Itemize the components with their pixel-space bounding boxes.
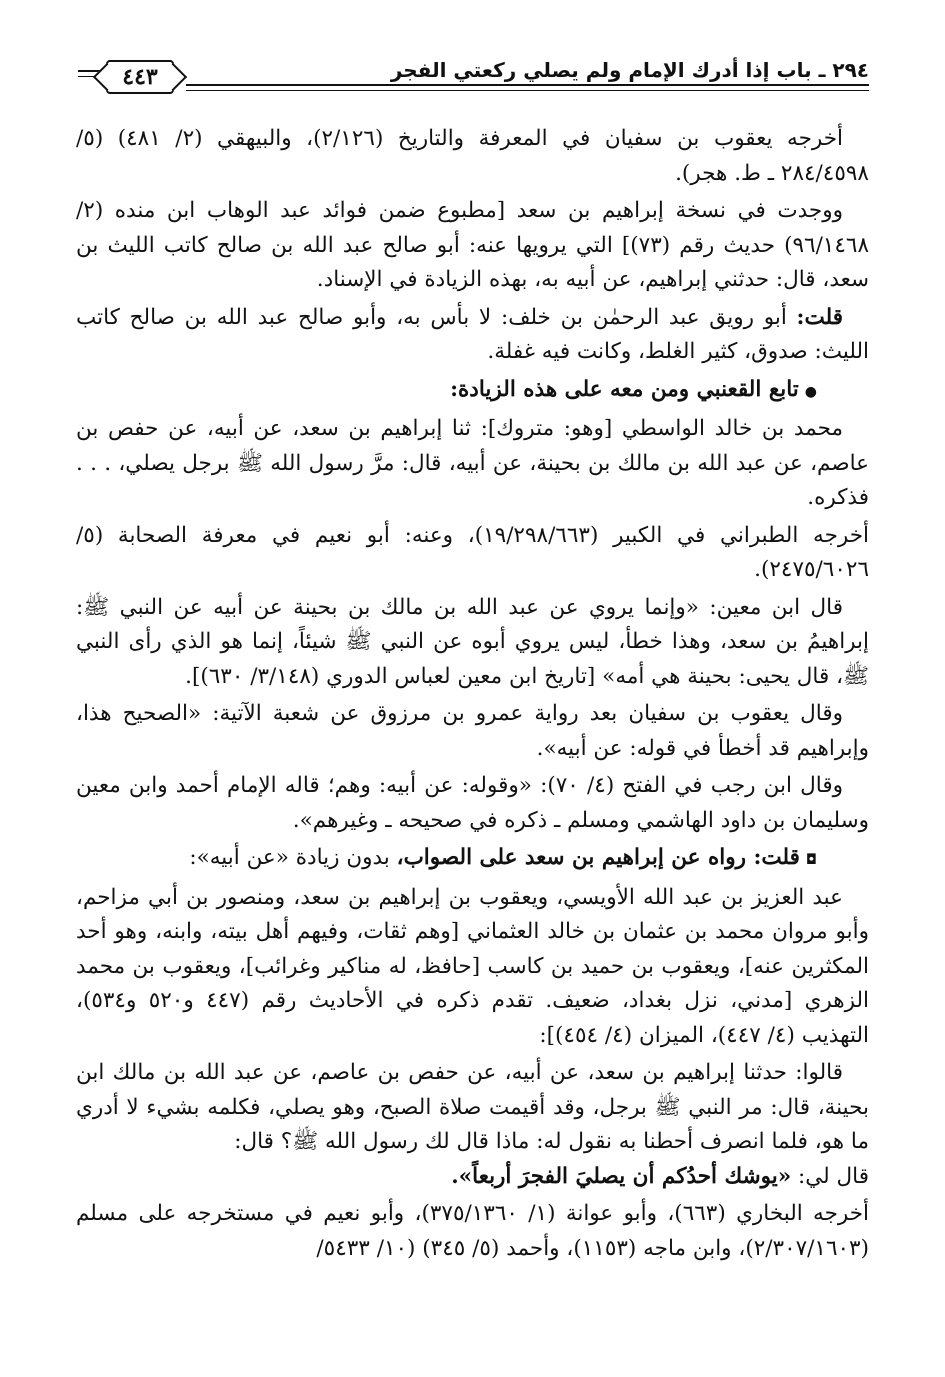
page-body (76, 122, 869, 1269)
paragraph-text: أبو رويق عبد الرحمٰن بن خلف: لا بأس به، وأبو صالح عبد الله بن صالح كاتب الليث: صدوق، كثير الغلط، وكانت فيه غفلة. (76, 304, 869, 364)
paragraph-5 (76, 412, 869, 516)
page-number: ٤٤٣ (122, 64, 158, 90)
paragraph-lead: قلت: رواه عن إبراهيم بن سعد على الصواب، (396, 845, 800, 870)
header-rule-thin (186, 90, 869, 91)
paragraph-14 (76, 1197, 869, 1266)
header-rule-thick (186, 84, 869, 86)
paragraph-6 (76, 519, 869, 588)
paragraph-8 (76, 697, 869, 766)
paragraph-12 (76, 1056, 869, 1194)
paragraph-11 (76, 881, 869, 1054)
paragraph-lead: قلت: (796, 304, 843, 330)
paragraph-text: وقال ابن رجب في الفتح (٤/ ٧٠): «وقوله: عن أبيه: وهم؛ قاله الإمام أحمد وابن معين وسليمان بن داود الهاشمي ومسلم ـ ذكره في صحيحه ـ وغيرهم». (76, 773, 869, 833)
page-number-frame (106, 60, 174, 94)
chapter-title: ٢٩٤ ـ باب إذا أدرك الإمام ولم يصلي ركعتي الفجر (390, 58, 869, 82)
paragraph-text: أخرجه يعقوب بن سفيان في المعرفة والتاريخ (٢/١٢٦)، والبيهقي (٢/ ٤٨١) (٥/ ٢٨٤/٤٥٩٨ ـ ط. هجر). (76, 126, 869, 186)
paragraph-7 (76, 591, 869, 695)
paragraph-text: أخرجه البخاري (٦٦٣)، وأبو عوانة (١/ ٣٧٥/١٣٦٠)، وأبو نعيم في مستخرجه على مسلم (٢/٣٠٧/١٦٠٣)، وابن ماجه (١١٥٣)، وأحمد (٥/ ٣٤٥) (١٠/ ٥٤٣٣/ (76, 1201, 869, 1261)
paragraph-lead: قال لي: (791, 1163, 869, 1189)
paragraph-text: قال ابن معين: «وإنما يروي عن عبد الله بن مالك بن بحينة عن أبيه عن النبي ﷺ: إبراهيمُ بن سعد، وهذا خطأ، ليس يروي أبوه عن النبي ﷺ شيئاً، إنما هو الذي رأى النبي ﷺ، قال يحيى: بحينة هي أمه» [تاريخ ابن معين لعباس الدوري (٣/١٤٨/ ٦٣٠)]. (76, 594, 869, 689)
paragraph-text: محمد بن خالد الواسطي [وهو: متروك]: ثنا إبراهيم بن سعد، عن أبيه، عن حفص بن عاصم، عن عبد الله بن مالك بن بحينة، عن أبيه، قال: مرَّ رسول الله ﷺ برجل يصلي، . . . فذكره. (76, 416, 869, 510)
section-heading (76, 373, 869, 410)
paragraph-text: عبد العزيز بن عبد الله الأويسي، ويعقوب بن إبراهيم بن سعد، ومنصور بن أبي مزاحم، وأبو مروان محمد بن عثمان بن خالد العثماني [وهم ثقات، وفيهم أهل بيته، وابنه، وهو أحد المكثرين عنه]، ويعقوب بن حميد بن كاسب [حافظ، له مناكير وغرائب]، ويعقوب بن محمد الزهري [مدني، نزل بغداد، ضعيف. تقدم ذكره في الأحاديث رقم (٤٤٧ و٥٢٠ و٥٣٤)، التهذيب (٤/ ٤٤٧)، الميزان (٤/ ٤٥٤)]: (76, 884, 869, 1048)
paragraph-text: أخرجه الطبراني في الكبير (١٩/٢٩٨/٦٦٣)، وعنه: أبو نعيم في معرفة الصحابة (٥/ ٢٤٧٥/٦٠٢٦). (76, 522, 869, 582)
paragraph-10 (76, 841, 869, 878)
paragraph-1 (76, 122, 869, 191)
paragraph-text: وقال يعقوب بن سفيان بعد رواية عمرو بن مرزوق عن شعبة الآتية: «الصحيح هذا، وإبراهيم قد أخطأ في قوله: عن أبيه». (76, 701, 869, 761)
heading-text: تابع القعنبي ومن معه على هذه الزيادة: (450, 376, 799, 402)
paragraph-text: ووجدت في نسخة إبراهيم بن سعد [مطبوع ضمن فوائد عبد الوهاب ابن منده (٢/ ٩٦/١٤٦٨) حديث رقم (٧٣)] التي يرويها عنه: أبو صالح عبد الله بن صالح كاتب الليث بن سعد، قال: حدثني إبراهيم، عن أبيه به، بهذه الزيادة في الإسناد. (76, 198, 869, 292)
bullet-icon: ◘ (805, 852, 817, 868)
paragraph-9 (76, 769, 869, 838)
paragraph-3 (76, 301, 869, 370)
paragraph-text: بدون زيادة «عن أبيه»: (189, 845, 397, 870)
bullet-icon: ● (804, 383, 817, 400)
paragraph-2 (76, 194, 869, 298)
paragraph-text: قالوا: حدثنا إبراهيم بن سعد، عن أبيه، عن حفص بن عاصم، عن عبد الله بن مالك ابن بحينة، قال: مر النبي ﷺ برجل، وقد أقيمت صلاة الصبح، وهو يصلي، فكلمه بشيء لا أدري ما هو، فلما انصرف أحطنا به نقول له: ماذا قال لك رسول الله ﷺ؟ قال: (76, 1060, 869, 1154)
hadith-quote: «يوشك أحدُكم أن يصليَ الفجرَ أربعاً». (451, 1163, 792, 1189)
page-header (78, 54, 869, 98)
